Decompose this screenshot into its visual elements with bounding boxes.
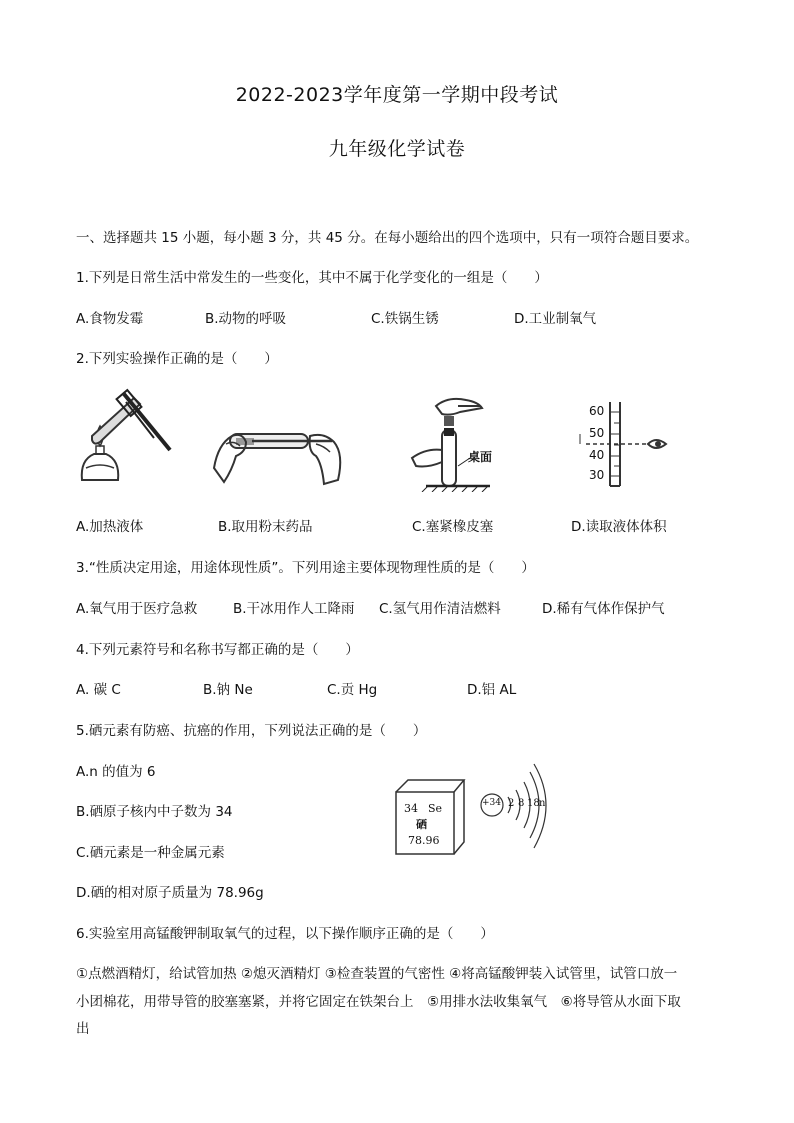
question-4-option-d: D.铝 AL xyxy=(467,682,517,698)
question-4-option-b: B.钠 Ne xyxy=(203,682,253,698)
atomic-number: 34 xyxy=(404,802,418,815)
question-6-line-2: 小团棉花，用带导管的胶塞塞紧，并将它固定在铁架台上 ⑤用排水法收集氧气 ⑥将导管从水面下取 xyxy=(76,994,681,1010)
question-3-stem: 3.“性质决定用途，用途体现性质”。下列用途主要体现物理性质的是（ ） xyxy=(76,560,535,576)
question-5-option-d: D.硒的相对原子质量为 78.96g xyxy=(76,885,264,901)
question-1-stem: 1.下列是日常生活中常发生的一些变化，其中不属于化学变化的一组是（ ） xyxy=(76,270,548,286)
exam-title: 2022-2023学年度第一学期中段考试 xyxy=(235,84,559,106)
exam-subtitle: 九年级化学试卷 xyxy=(328,138,466,160)
rubber-stopper-figure xyxy=(408,392,503,492)
atomic-mass: 78.96 xyxy=(408,834,440,847)
section-heading: 一、选择题共 15 小题，每小题 3 分，共 45 分。在每小题给出的四个选项中，只有一项符合题目要求。 xyxy=(76,230,699,246)
element-symbol: Se xyxy=(428,802,443,815)
question-2-option-c: C.塞紧橡皮塞 xyxy=(412,519,494,535)
shell-2-electrons: 8 xyxy=(518,798,525,809)
question-2-option-d: D.读取液体体积 xyxy=(571,519,667,535)
heating-liquid-figure xyxy=(72,388,177,488)
cylinder-tick-40: 40 xyxy=(589,448,605,462)
graduated-cylinder-figure xyxy=(574,400,674,490)
question-2-option-b: B.取用粉末药品 xyxy=(218,519,313,535)
question-1-option-b: B.动物的呼吸 xyxy=(205,311,287,327)
question-4-option-c: C.贡 Hg xyxy=(327,682,378,698)
question-3-option-d: D.稀有气体作保护气 xyxy=(542,601,665,617)
cylinder-tick-60: 60 xyxy=(589,404,605,418)
question-5-option-b: B.硒原子核内中子数为 34 xyxy=(76,804,233,820)
atomic-structure-diagram xyxy=(478,760,558,858)
question-5-stem: 5.硒元素有防癌、抗癌的作用，下列说法正确的是（ ） xyxy=(76,723,427,739)
desk-label: 桌面 xyxy=(468,450,493,464)
selenium-element-card xyxy=(394,778,466,856)
question-5-option-c: C.硒元素是一种金属元素 xyxy=(76,845,225,861)
question-6-stem: 6.实验室用高锰酸钾制取氧气的过程，以下操作顺序正确的是（ ） xyxy=(76,926,494,942)
question-6-line-3: 出 xyxy=(76,1021,90,1037)
element-name: 硒 xyxy=(416,818,427,831)
question-3-option-b: B.干冰用作人工降雨 xyxy=(233,601,355,617)
shell-3-electrons: 18 xyxy=(527,798,540,809)
question-1-option-a: A.食物发霉 xyxy=(76,311,144,327)
question-3-option-c: C.氢气用作清洁燃料 xyxy=(379,601,501,617)
question-4-stem: 4.下列元素符号和名称书写都正确的是（ ） xyxy=(76,642,359,658)
question-1-option-c: C.铁锅生锈 xyxy=(371,311,439,327)
shell-4-electrons: n xyxy=(539,798,546,809)
question-3-option-a: A.氧气用于医疗急救 xyxy=(76,601,198,617)
question-5-option-a: A.n 的值为 6 xyxy=(76,764,156,780)
question-1-option-d: D.工业制氧气 xyxy=(514,311,597,327)
question-4-option-a: A. 碳 C xyxy=(76,682,121,698)
question-6-line-1: ①点燃酒精灯，给试管加热 ②熄灭酒精灯 ③检查装置的气密性 ④将高锰酸钾装入试管里，试管口放一 xyxy=(76,966,678,982)
nucleus-charge: +34 xyxy=(482,798,501,808)
cylinder-tick-30: 30 xyxy=(589,468,605,482)
question-2-stem: 2.下列实验操作正确的是（ ） xyxy=(76,351,278,367)
question-2-option-a: A.加热液体 xyxy=(76,519,144,535)
powder-taking-figure xyxy=(212,408,347,488)
shell-1-electrons: 2 xyxy=(508,798,515,809)
cylinder-tick-50: 50 xyxy=(589,426,605,440)
